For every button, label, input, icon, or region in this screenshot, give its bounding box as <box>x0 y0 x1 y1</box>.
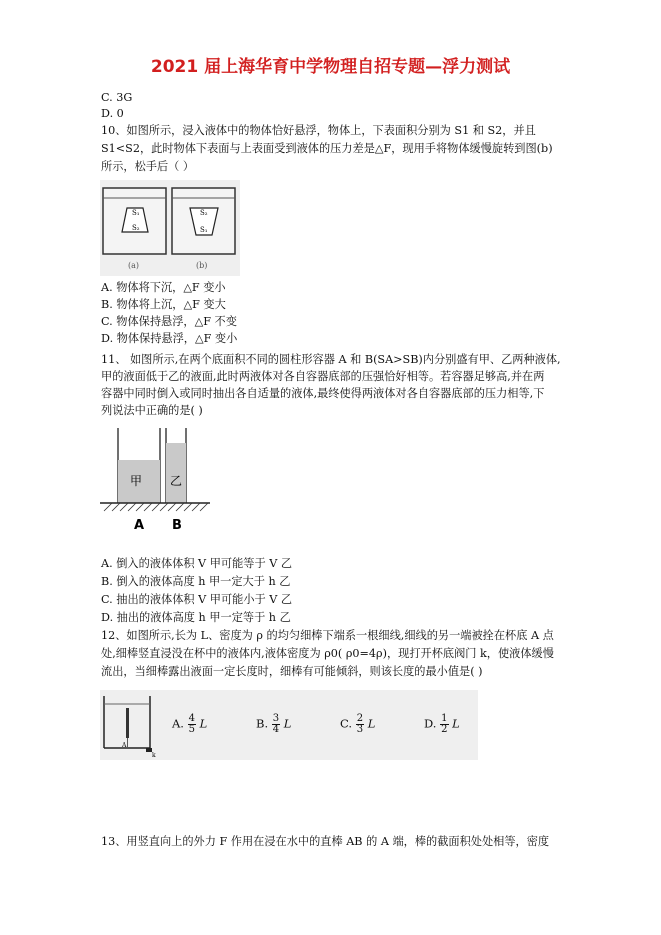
q12-choice-a <box>172 714 207 735</box>
q11-figure <box>100 425 210 535</box>
q12-text-3: 流出，当细棒露出液面一定长度时，细棒有可能倾斜，则该长度的最小值是( ) <box>101 665 483 678</box>
label-container-a: A <box>134 518 145 533</box>
numerator: 2 <box>356 713 364 724</box>
denominator: 4 <box>272 724 280 735</box>
q10-text-2: S1<S2，此时物体下表面与上表面受到液体的压力差是△F，现用手将物体缓慢旋转到图(b) <box>101 142 553 155</box>
q11-option-c: C. 抽出的液体体积 V 甲可能小于 V 乙 <box>101 593 293 606</box>
label-jia: 甲 <box>130 474 143 488</box>
numerator: 1 <box>441 713 448 724</box>
variable: L <box>199 716 208 731</box>
label-s1-b: S₁ <box>200 226 208 234</box>
caption-b: (b) <box>196 261 208 270</box>
thin-rod <box>126 708 129 738</box>
q10-figure <box>100 180 240 276</box>
q9-option-c: C. 3G <box>101 91 133 104</box>
q12-text-1: 12、如图所示,长为 L、密度为 ρ 的均匀细棒下端系一根细线,细线的另一端被拴在杯底 A 点 <box>101 629 554 642</box>
q11-text-3: 容器中同时倒入或同时抽出各自适量的液体,最终使得两液体对各自容器底部的压力相等,下 <box>101 387 545 400</box>
q10-text-3: 所示，松手后（ ） <box>101 160 195 173</box>
q10-option-a: A. 物体将下沉，△F 变小 <box>101 281 226 294</box>
q10-option-d: D. 物体保持悬浮，△F 变小 <box>101 332 238 345</box>
label-yi: 乙 <box>170 474 183 488</box>
q11-figure-drawing <box>100 425 210 535</box>
liquid-yi <box>166 443 186 503</box>
q12-text-2: 处,细棒竖直浸没在杯中的液体内,液体密度为 ρ0( ρ0=4ρ)，现打开杯底阀门 k，使液体缓慢 <box>101 647 554 660</box>
q12-cup-drawing <box>100 690 160 760</box>
q12-choice-b <box>256 714 291 735</box>
q12-choice-d <box>424 714 460 735</box>
fraction <box>188 714 196 735</box>
denominator: 3 <box>356 724 364 735</box>
numerator: 4 <box>188 713 195 724</box>
page-title: 2021 届上海华育中学物理自招专题—浮力测试 <box>150 57 511 77</box>
q11-option-a: A. 倒入的液体体积 V 甲可能等于 V 乙 <box>101 557 293 570</box>
numerator: 3 <box>272 713 280 724</box>
variable: L <box>452 716 460 731</box>
label-s2-b: S₂ <box>200 209 208 217</box>
choice-letter: D. <box>424 716 437 731</box>
q10-figure-drawing <box>100 180 240 276</box>
denominator: 2 <box>441 724 448 735</box>
choice-letter: C. <box>340 716 353 731</box>
fraction <box>272 714 280 735</box>
q11-text-4: 列说法中正确的是( ) <box>101 404 203 417</box>
fraction <box>440 714 448 735</box>
choice-letter: B. <box>256 716 269 731</box>
caption-a: (a) <box>128 261 140 270</box>
denominator: 5 <box>188 724 195 735</box>
choice-letter: A. <box>172 716 184 731</box>
variable: L <box>367 716 376 731</box>
q12-figure <box>100 690 478 760</box>
label-point-a: A <box>122 742 127 749</box>
label-s2-a: S₂ <box>132 224 140 232</box>
q9-option-d: D. 0 <box>101 107 124 120</box>
q13-text-1: 13、用竖直向上的外力 F 作用在浸在水中的直棒 AB 的 A 端，棒的截面积处处相等，密度 <box>101 835 550 848</box>
q10-option-b: B. 物体将上沉，△F 变大 <box>101 298 226 311</box>
q11-option-b: B. 倒入的液体高度 h 甲一定大于 h 乙 <box>101 575 291 588</box>
q11-text-1: 11、 如图所示,在两个底面积不同的圆柱形容器 A 和 B(SA>SB)内分别盛有甲、乙两种液体, <box>101 353 561 366</box>
label-container-b: B <box>172 518 182 533</box>
q10-text-1: 10、如图所示，浸入液体中的物体恰好悬浮，物体上，下表面积分别为 S1 和 S2，并且 <box>101 124 536 137</box>
fraction <box>356 714 364 735</box>
label-valve-k: k <box>152 752 156 759</box>
variable: L <box>283 716 292 731</box>
ground-hatch <box>104 503 208 511</box>
q10-option-c: C. 物体保持悬浮，△F 不变 <box>101 315 237 328</box>
q12-choice-c <box>340 714 375 735</box>
label-s1-a: S₁ <box>132 209 140 217</box>
q11-option-d: D. 抽出的液体高度 h 甲一定等于 h 乙 <box>101 611 291 624</box>
q11-text-2: 甲的液面低于乙的液面,此时两液体对各自容器底部的压强恰好相等。若容器足够高,并在两 <box>101 370 545 383</box>
